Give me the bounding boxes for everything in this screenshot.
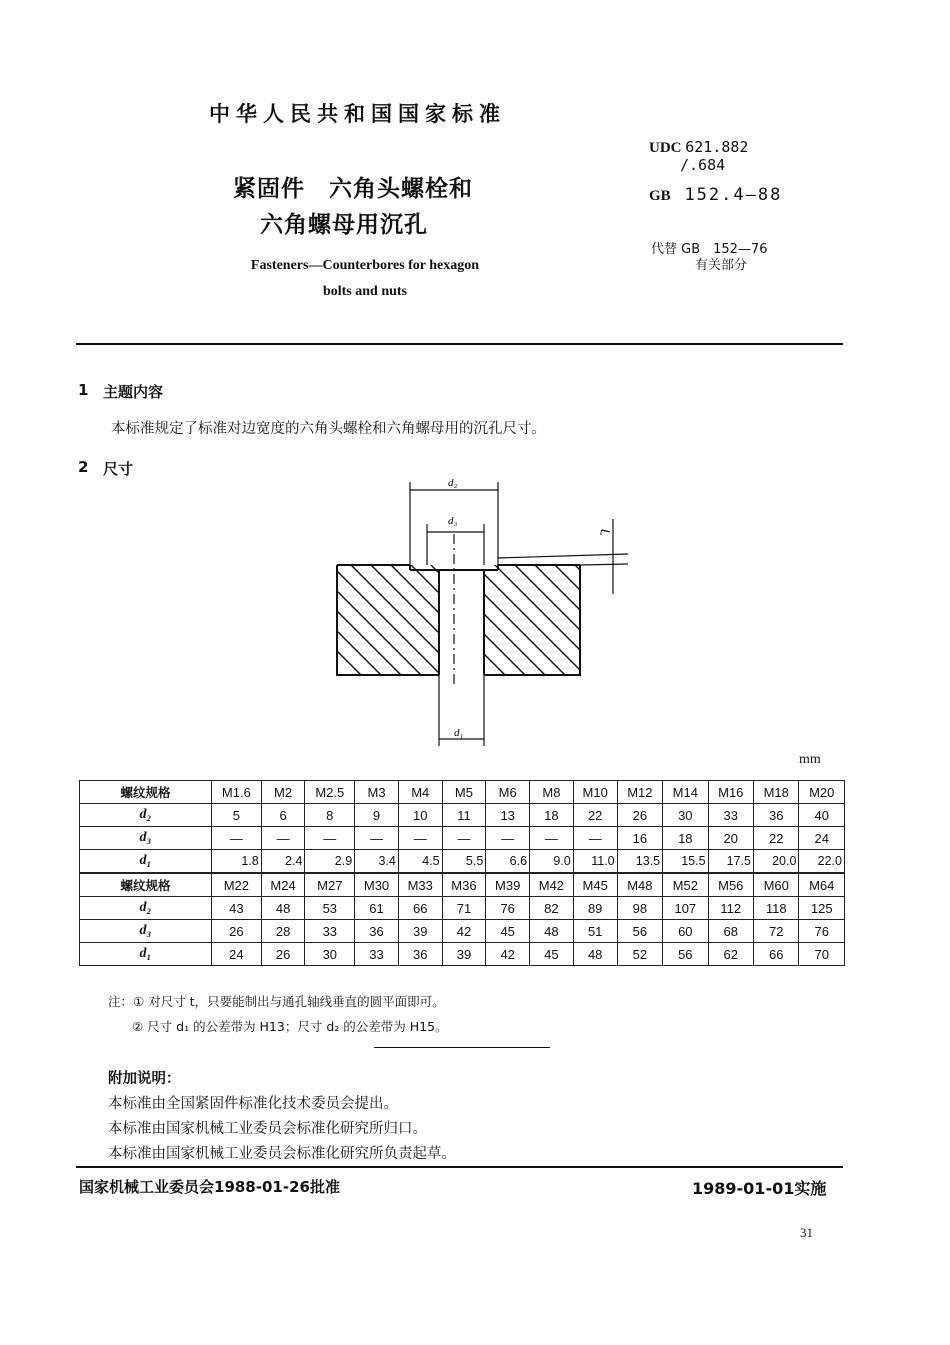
table-cell: 24 (212, 943, 262, 966)
table-cell: M52 (663, 873, 708, 897)
table-cell: M18 (754, 781, 799, 804)
table-cell: 13 (486, 804, 530, 827)
table-cell: 4.5 (398, 850, 442, 874)
table-cell: 9 (355, 804, 399, 827)
unit-label: mm (799, 752, 821, 767)
title-line-2: 六角螺母用沉孔 (260, 212, 428, 238)
row-label: 螺纹规格 (80, 781, 212, 804)
table-cell: 118 (754, 897, 799, 920)
table-cell: M42 (530, 873, 574, 897)
row-label: d₂ (80, 804, 212, 827)
table-cell: 6 (261, 804, 305, 827)
table-cell: 26 (261, 943, 305, 966)
table-cell: 5.5 (442, 850, 486, 874)
table-cell: 98 (617, 897, 662, 920)
table-cell: M10 (573, 781, 617, 804)
table-cell: M12 (617, 781, 662, 804)
part-outline (337, 565, 580, 675)
table-cell: 20.0 (754, 850, 799, 874)
table-cell: 1.8 (212, 850, 262, 874)
page-number: 31 (800, 1225, 813, 1240)
table-cell: M3 (355, 781, 399, 804)
table-cell: 17.5 (708, 850, 753, 874)
table-cell: 43 (212, 897, 262, 920)
table-cell: 9.0 (530, 850, 574, 874)
table-cell: M39 (486, 873, 530, 897)
row-label: d₃ (80, 827, 212, 850)
table-cell: M48 (617, 873, 662, 897)
row-label: 螺纹规格 (80, 873, 212, 897)
counterbore-table (79, 780, 845, 966)
table-cell: 76 (799, 920, 845, 943)
table-cell: 33 (305, 920, 355, 943)
table-row (80, 781, 845, 804)
table-cell: 26 (617, 804, 662, 827)
table-cell: 125 (799, 897, 845, 920)
table-cell: 112 (708, 897, 753, 920)
table-cell: 22 (754, 827, 799, 850)
row-label: d₂ (80, 897, 212, 920)
table-row (80, 920, 845, 943)
table-cell: 18 (663, 827, 708, 850)
table-cell: 22.0 (799, 850, 845, 874)
table-cell: M5 (442, 781, 486, 804)
table-cell: 11 (442, 804, 486, 827)
approval-line: 国家机械工业委员会1988-01-26批准 (79, 1178, 340, 1196)
table-cell: 45 (486, 920, 530, 943)
table-cell: 48 (573, 943, 617, 966)
dimension-lines (410, 482, 628, 746)
replaces-line-1: 代替 GB 152—76 (651, 242, 768, 257)
table-cell: M60 (754, 873, 799, 897)
table-cell: 40 (799, 804, 845, 827)
table-cell: M20 (799, 781, 845, 804)
table-cell: 82 (530, 897, 574, 920)
table-cell: 15.5 (663, 850, 708, 874)
table-cell: M8 (530, 781, 574, 804)
udc-value-2: /.684 (680, 156, 726, 174)
row-label: d₁ (80, 943, 212, 966)
label-d1: d₁ (454, 727, 464, 739)
row-label: d₃ (80, 920, 212, 943)
table-cell: 36 (754, 804, 799, 827)
additional-title: 附加说明： (108, 1071, 181, 1087)
table-cell: M16 (708, 781, 753, 804)
table-cell: 51 (573, 920, 617, 943)
table-cell: 42 (486, 943, 530, 966)
note-1 (108, 992, 445, 1010)
gb-value: 152.4—88 (684, 185, 783, 205)
table-cell: 107 (663, 897, 708, 920)
table-cell: 16 (617, 827, 662, 850)
table-cell: M64 (799, 873, 845, 897)
section-2-title: 尺寸 (103, 460, 134, 478)
table-cell: 33 (708, 804, 753, 827)
table-cell: 22 (573, 804, 617, 827)
table-cell: 89 (573, 897, 617, 920)
table-cell: 30 (663, 804, 708, 827)
additional-line-2: 本标准由国家机械工业委员会标准化研究所归口。 (108, 1121, 427, 1137)
table-cell: M2 (261, 781, 305, 804)
gb-label: GB (649, 188, 671, 204)
table-cell: 30 (305, 943, 355, 966)
table-cell: 36 (355, 920, 399, 943)
notes-rule (374, 1047, 550, 1048)
section-1-text: 本标准规定了标准对边宽度的六角头螺栓和六角螺母用的沉孔尺寸。 (111, 421, 546, 437)
footer-rule (76, 1166, 843, 1168)
section-2-number: 2 (78, 458, 89, 476)
table-row (80, 873, 845, 897)
udc-label: UDC (649, 140, 682, 156)
note-2: ② 尺寸 d₁ 的公差带为 H13；尺寸 d₂ 的公差带为 H15。 (132, 1019, 448, 1034)
table-cell: M33 (398, 873, 442, 897)
table-cell: 48 (530, 920, 574, 943)
table-row (80, 850, 845, 874)
table-cell: 3.4 (355, 850, 399, 874)
additional-line-3: 本标准由国家机械工业委员会标准化研究所负责起草。 (108, 1146, 456, 1162)
table-cell: 33 (355, 943, 399, 966)
table-cell: 18 (530, 804, 574, 827)
standard-line: 中华人民共和国国家标准 (209, 102, 506, 126)
table-cell: — (486, 827, 530, 850)
row-label: d₁ (80, 850, 212, 874)
note-1-text: ① 对尺寸 t，只要能制出与通孔轴线垂直的圆平面即可。 (133, 994, 445, 1009)
table-cell: 2.9 (305, 850, 355, 874)
table-cell: 28 (261, 920, 305, 943)
table-cell: M4 (398, 781, 442, 804)
table-cell: M45 (573, 873, 617, 897)
table-cell: 26 (212, 920, 262, 943)
table-cell: M2.5 (305, 781, 355, 804)
table-cell: 70 (799, 943, 845, 966)
udc-block (649, 138, 748, 157)
table-cell: 6.6 (486, 850, 530, 874)
table-cell: 20 (708, 827, 753, 850)
table-cell: M56 (708, 873, 753, 897)
section-1-number: 1 (78, 381, 89, 399)
table-cell: — (305, 827, 355, 850)
section-1-title: 主题内容 (103, 383, 164, 401)
header-rule (76, 343, 843, 345)
gb-block (649, 185, 782, 205)
table-cell: 36 (398, 943, 442, 966)
table-cell: 61 (355, 897, 399, 920)
table-cell: 11.0 (573, 850, 617, 874)
table-cell: M6 (486, 781, 530, 804)
table-cell: M14 (663, 781, 708, 804)
table-cell: — (261, 827, 305, 850)
table-cell: 66 (398, 897, 442, 920)
table-cell: 71 (442, 897, 486, 920)
title-line-1: 紧固件 六角头螺栓和 (233, 176, 473, 202)
table-cell: 45 (530, 943, 574, 966)
udc-value: 621.882 (685, 138, 749, 156)
table-cell: 56 (617, 920, 662, 943)
replaces-line-2: 有关部分 (695, 258, 748, 273)
table-cell: 56 (663, 943, 708, 966)
label-d3: d₃ (448, 515, 458, 527)
table-cell: M22 (212, 873, 262, 897)
table-cell: 39 (398, 920, 442, 943)
table-cell: 10 (398, 804, 442, 827)
table-cell: 8 (305, 804, 355, 827)
table-cell: 13.5 (617, 850, 662, 874)
effective-line: 1989-01-01实施 (692, 1179, 827, 1198)
table-cell: M36 (442, 873, 486, 897)
table-cell: — (573, 827, 617, 850)
table-cell: 24 (799, 827, 845, 850)
table-cell: 2.4 (261, 850, 305, 874)
table-cell: 42 (442, 920, 486, 943)
table-cell: 60 (663, 920, 708, 943)
table-cell: 53 (305, 897, 355, 920)
table-cell: — (355, 827, 399, 850)
note-prefix: 注： (108, 994, 134, 1009)
label-d2: d₂ (448, 477, 458, 489)
table-cell: 39 (442, 943, 486, 966)
table-cell: 66 (754, 943, 799, 966)
table-cell: — (398, 827, 442, 850)
table-row (80, 943, 845, 966)
table-cell: 72 (754, 920, 799, 943)
table-cell: M27 (305, 873, 355, 897)
table-cell: 52 (617, 943, 662, 966)
table-cell: 76 (486, 897, 530, 920)
table-cell: 5 (212, 804, 262, 827)
table-cell: — (442, 827, 486, 850)
label-t: t (600, 527, 603, 537)
english-title-line-1: Fasteners—Counterbores for hexagon (250, 258, 480, 273)
table-cell: — (530, 827, 574, 850)
table-cell: 62 (708, 943, 753, 966)
table-cell: 68 (708, 920, 753, 943)
counterbore-diagram (330, 474, 630, 754)
table-row (80, 804, 845, 827)
table-cell: M24 (261, 873, 305, 897)
english-title-line-2: bolts and nuts (322, 284, 408, 299)
additional-line-1: 本标准由全国紧固件标准化技术委员会提出。 (108, 1096, 398, 1112)
table-row (80, 827, 845, 850)
table-row (80, 897, 845, 920)
table-cell: — (212, 827, 262, 850)
table-cell: 48 (261, 897, 305, 920)
table-cell: M30 (355, 873, 399, 897)
table-cell: M1.6 (212, 781, 262, 804)
